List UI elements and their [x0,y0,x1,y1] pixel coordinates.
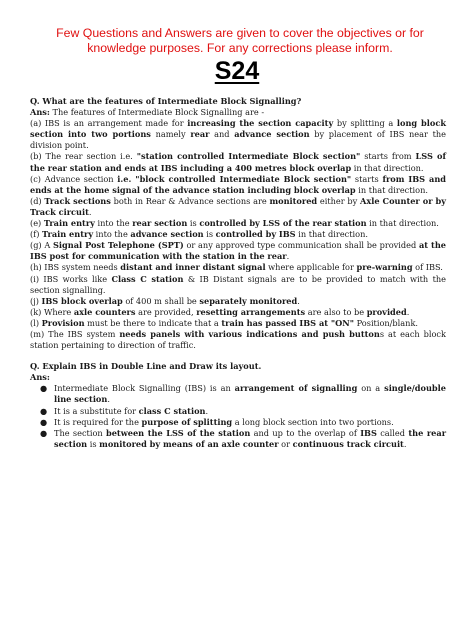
notice-text: Few Questions and Answers are given to cover the objectives or for knowledge purposes. For any corrections please inform. [56,26,424,55]
point-b: (b) The rear section i.e. "station controlled Intermediate Block section" starts from LSS of the rear station and ends at IBS including a 400 metres block overlap in that direction. [30,151,446,173]
section-spacer [30,351,446,361]
answer-2-bullets [30,383,446,450]
point-g: (g) A Signal Post Telephone (SPT) or any approved type communication shall be provided at the IBS post for communication with the station in the rear. [30,240,446,262]
answer-label: Ans: [30,107,50,118]
point-a: (a) IBS is an arrangement made for increasing the section capacity by splitting a long block section into two portions namely rear and advance section by placement of IBS near the division point. [30,118,447,151]
point-h: (h) IBS system needs distant and inner distant signal where applicable for pre-warning of IBS. [30,262,443,273]
bullet-icon: ● [40,427,48,438]
bullet-icon: ● [40,405,48,416]
document-body [30,96,446,450]
point-k: (k) Where axle counters are provided, resetting arrangements are also to be provided. [30,306,410,317]
point-m: (m) The IBS system needs panels with various indications and push buttons at each block station pertaining to direction of traffic. [30,328,446,351]
bullet-icon: ● [40,416,48,427]
list-item: ● The section between the LSS of the station and up to the overlap of IBS called the rear section is monitored by means of an axle counter or continuous track circuit. [40,427,447,449]
point-f: (f) Train entry into the advance section is controlled by IBS in that direction. [30,229,368,240]
point-j: (j) IBS block overlap of 400 m shall be separately monitored. [30,295,300,306]
answer-2-label: Ans: [30,372,50,383]
question-2 [30,361,446,372]
page-title: S24 [214,57,260,85]
question-2-text: Q. Explain IBS in Double Line and Draw its layout. [30,361,262,372]
point-e: (e) Train entry into the rear section is controlled by LSS of the rear station in that direction. [30,218,439,229]
bullet-icon: ● [40,383,48,394]
point-c: (c) Advance section i.e. "block controlled Intermediate Block section" starts from IBS and ends at the home signal of the advance station including block overlap in that direction. [30,173,447,195]
question-1-text: Q. What are the features of Intermediate Block Signalling? [30,96,302,106]
list-item: ● Intermediate Block Signalling (IBS) is an arrangement of signalling on a single/double line section. [40,383,446,405]
list-item: ● It is a substitute for class C station. [40,405,209,416]
question-1 [30,96,446,107]
point-d: (d) Track sections both in Rear & Advance sections are monitored either by Axle Counter or by Track circuit. [30,195,446,217]
point-l: (l) Provision must be there to indicate that a train has passed IBS at "ON" Position/blank. [30,317,419,328]
point-i: (i) IBS works like Class C station & IB Distant signals are to be provided to match with the section signalling. [30,273,447,295]
list-item: ● It is required for the purpose of splitting a long block section into two portions. [40,416,394,427]
answer-1-intro [30,107,446,118]
answer-intro-text: The features of Intermediate Block Signalling are - [49,107,265,118]
